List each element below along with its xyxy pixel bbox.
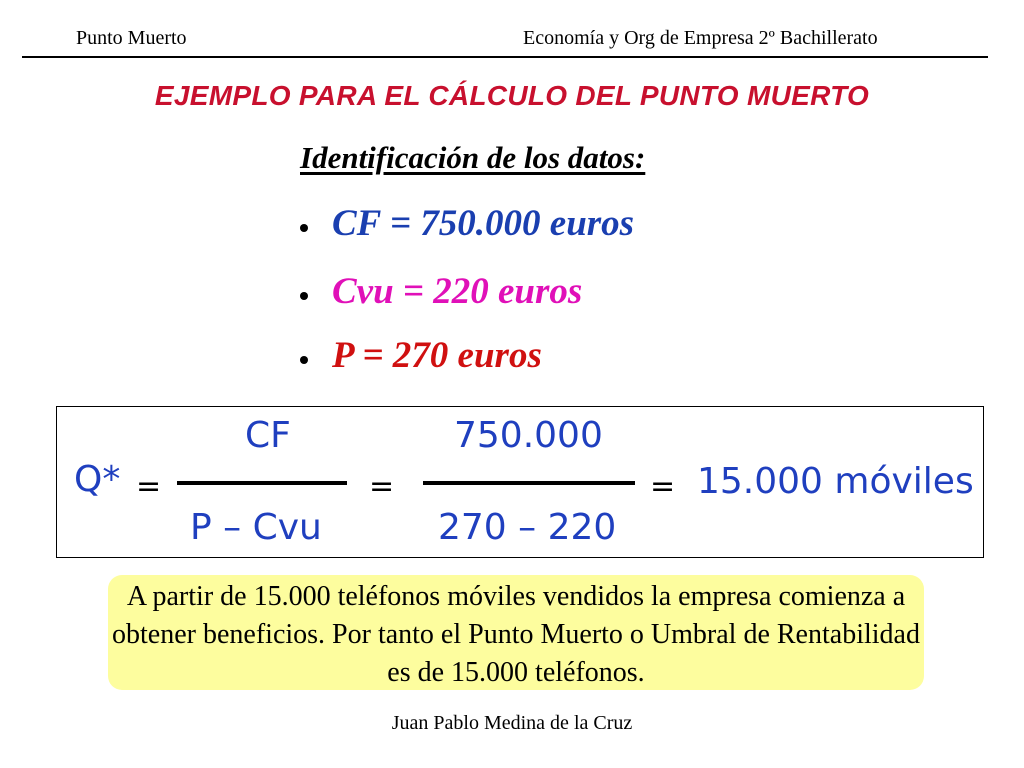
formula-equals-3: = (650, 469, 676, 504)
formula-denominator-2: 270 – 220 (438, 507, 617, 548)
formula-equals-2: = (369, 469, 395, 504)
data-item-price (300, 330, 542, 380)
data-item-cf (300, 198, 634, 248)
formula-denominator-1: P – Cvu (190, 507, 322, 548)
formula-numerator-1: CF (245, 415, 291, 456)
data-item-cvu (300, 266, 582, 316)
header-divider (22, 56, 988, 58)
conclusion-note: A partir de 15.000 teléfonos móviles vendidos la empresa comienza a obtener beneficios. Por tanto el Punto Muerto o Umbral de Rentabilidad es de 15.000 teléfonos. (108, 575, 924, 690)
header-right-label: Economía y Org de Empresa 2º Bachillerato (523, 27, 878, 49)
bullet-icon (300, 292, 308, 300)
formula-result: 15.000 móviles (697, 461, 974, 502)
author-footer: Juan Pablo Medina de la Cruz (391, 712, 633, 734)
fraction-bar-1 (177, 481, 347, 485)
data-item-price-text: P = 270 euros (332, 334, 542, 376)
bullet-icon (300, 356, 308, 364)
formula-equals-1: = (136, 469, 162, 504)
header-left-label: Punto Muerto (76, 27, 187, 49)
formula-box (56, 406, 984, 558)
formula-numerator-2: 750.000 (454, 415, 603, 456)
data-item-cvu-text: Cvu = 220 euros (332, 270, 583, 312)
data-item-cf-text: CF = 750.000 euros (332, 202, 635, 244)
slide-title: EJEMPLO PARA EL CÁLCULO DEL PUNTO MUERTO (154, 80, 870, 111)
section-subtitle: Identificación de los datos: (300, 140, 646, 175)
fraction-bar-2 (423, 481, 635, 485)
formula-lhs: Q* (74, 459, 121, 500)
bullet-icon (300, 224, 308, 232)
